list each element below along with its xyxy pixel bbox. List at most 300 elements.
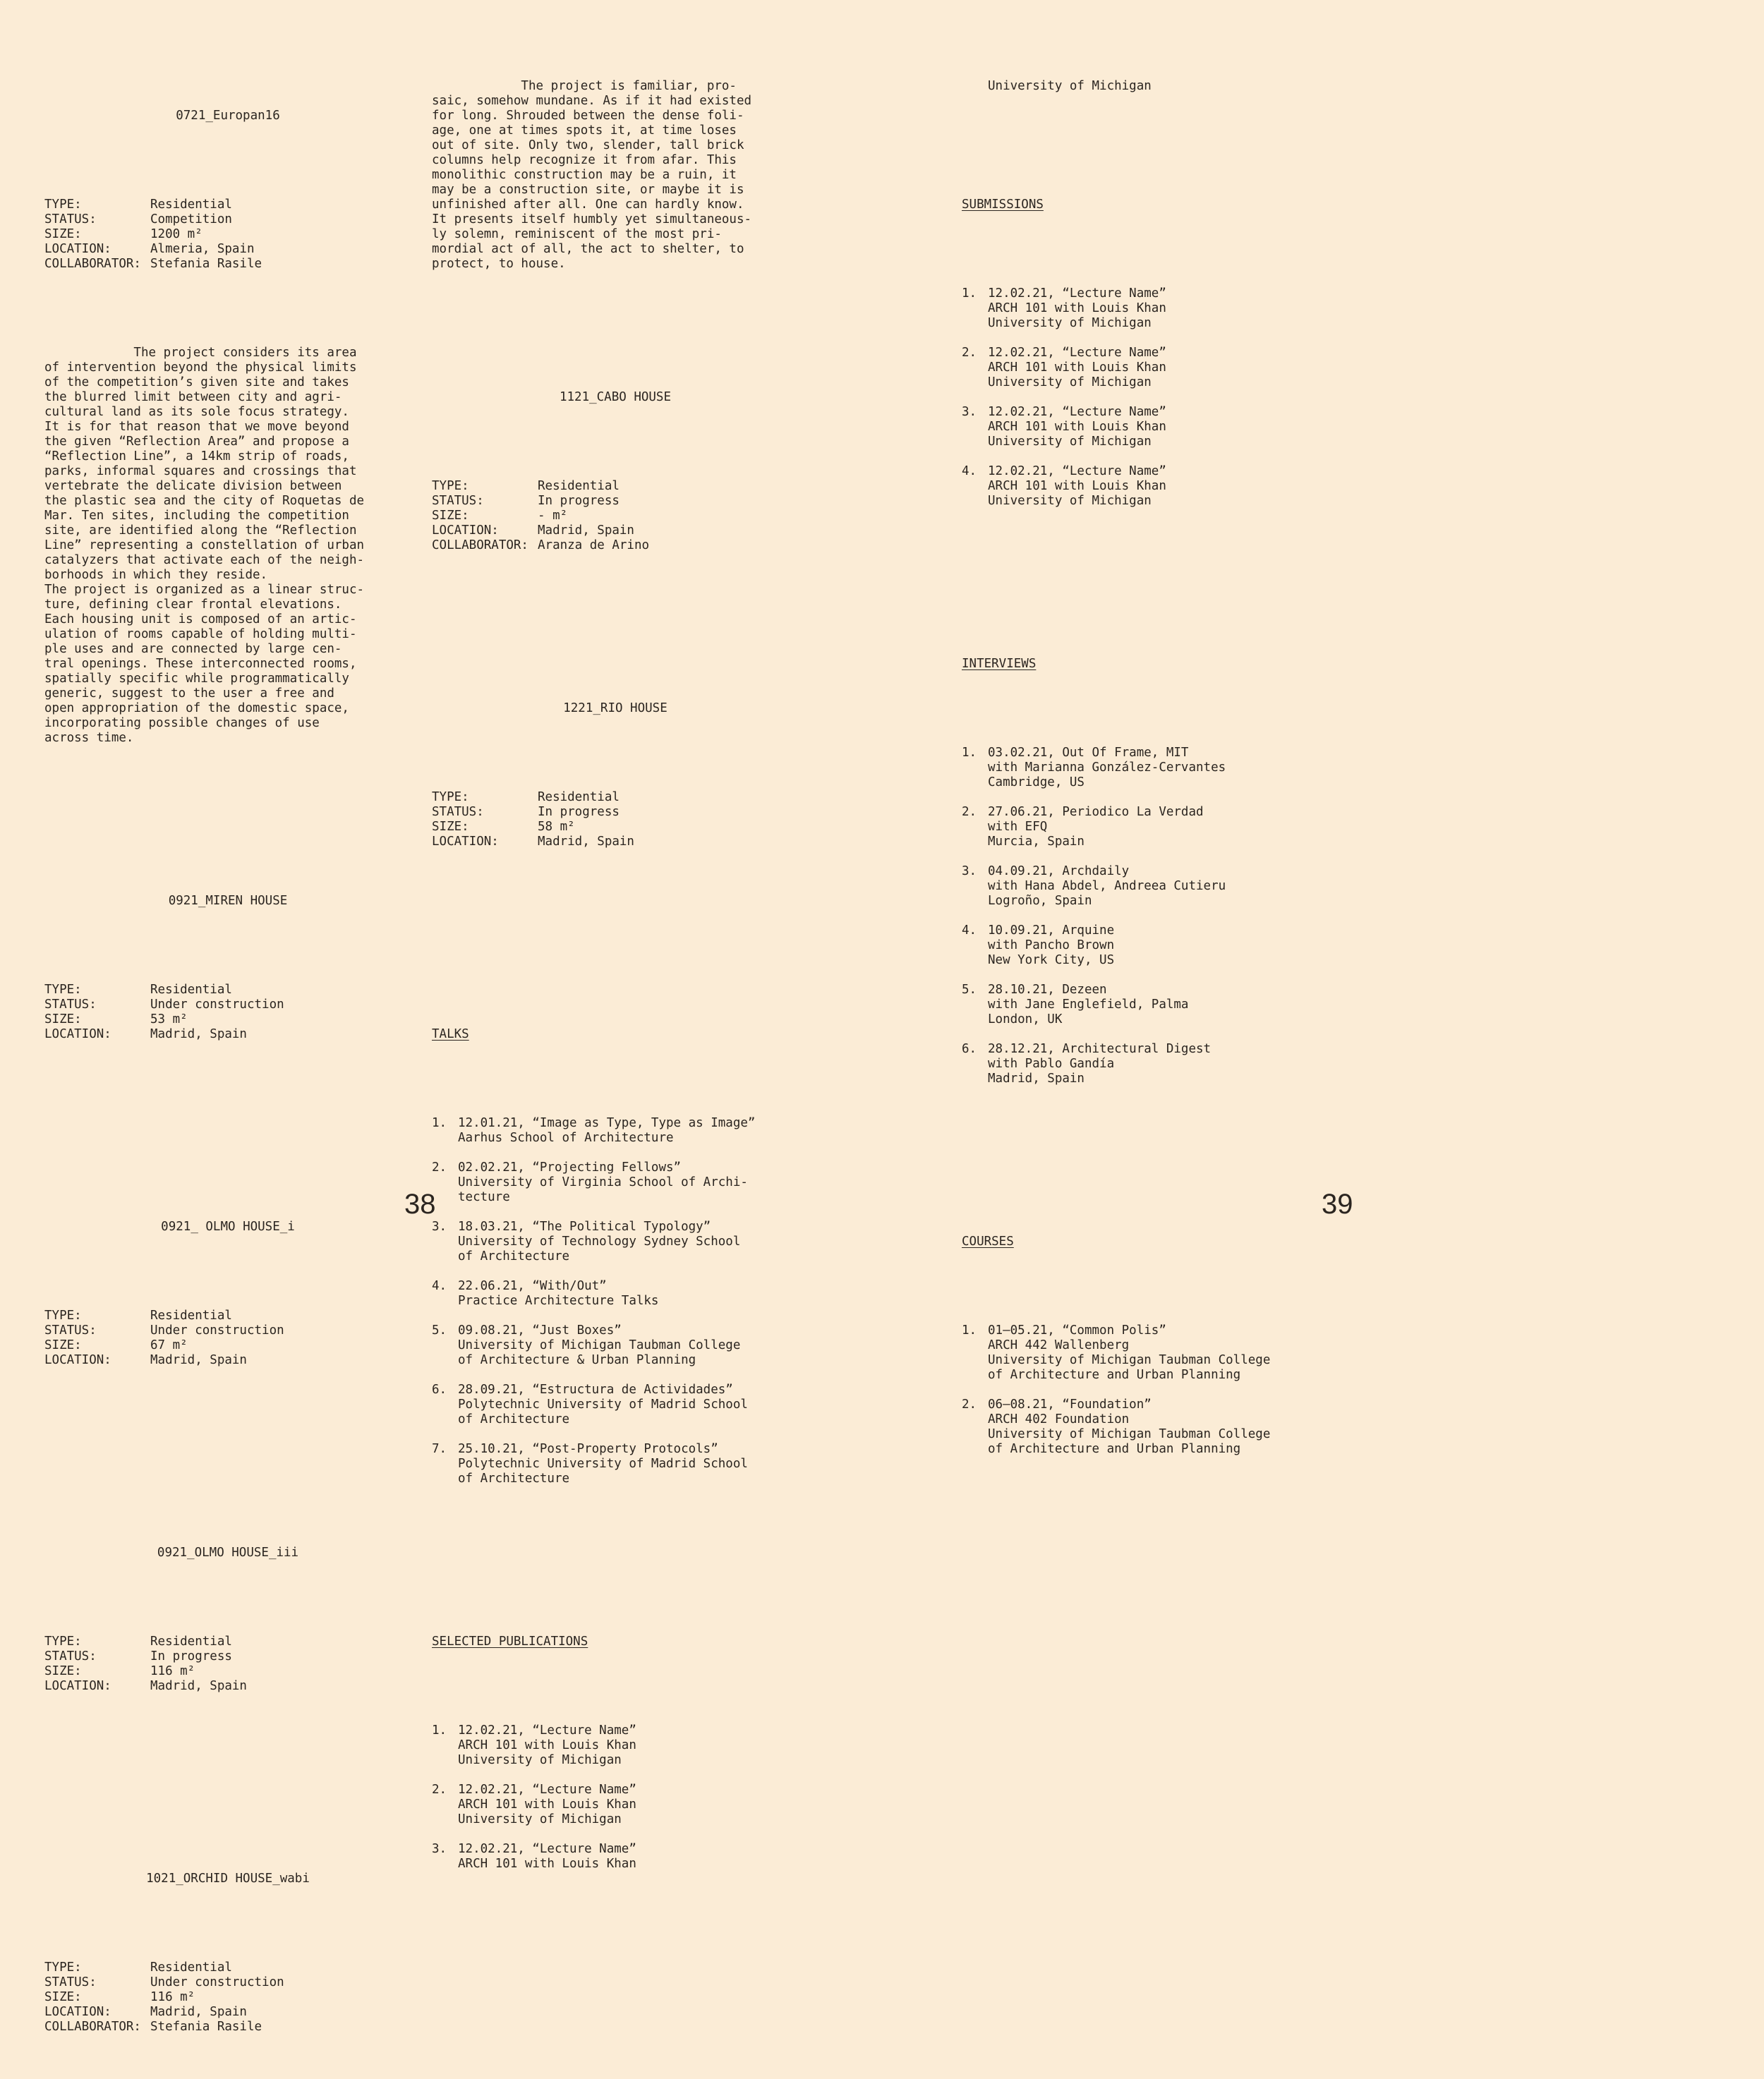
item-indent [962, 760, 988, 775]
item-line: 10.09.21, Arquine [988, 923, 1115, 938]
field-row [44, 242, 411, 257]
item-line: University of Michigan [988, 494, 1152, 508]
field-value: Stefania Rasile [150, 2020, 262, 2034]
field-key: STATUS: [432, 494, 484, 508]
item-number: 2. [962, 1398, 977, 1412]
item-line: Polytechnic University of Madrid School [458, 1398, 748, 1412]
list-item [432, 1323, 799, 1368]
text-line: It is for that reason that we move beyond [44, 420, 349, 434]
field-key: TYPE: [432, 790, 469, 804]
field-value: In progress [538, 494, 620, 508]
item-indent [962, 894, 988, 909]
field-key: LOCATION: [44, 242, 111, 256]
submissions-list [962, 286, 1357, 509]
middle-column [432, 49, 799, 1931]
item-indent [962, 479, 988, 494]
item-line: 12.02.21, “Lecture Name” [988, 405, 1166, 419]
text-line: parks, informal squares and crossings that [44, 464, 357, 478]
item-indent [962, 835, 988, 849]
text-line: across time. [44, 731, 134, 745]
list-item [432, 1160, 799, 1205]
item-indent [962, 938, 988, 953]
field-key: LOCATION: [44, 1679, 111, 1693]
text-line: the plastic sea and the city of Roquetas de [44, 494, 365, 508]
field-value: 1200 m² [150, 227, 203, 241]
item-indent [432, 1249, 458, 1264]
item-number: 4. [432, 1279, 447, 1293]
field-key: TYPE: [44, 983, 82, 997]
item-number: 1. [432, 1723, 447, 1738]
field-row [44, 1975, 411, 1990]
item-line: 12.01.21, “Image as Type, Type as Image” [458, 1116, 756, 1130]
item-indent [962, 1427, 988, 1442]
field-value: - m² [538, 509, 568, 523]
list-item [432, 1442, 799, 1486]
project-fields [44, 983, 411, 1042]
list-item [432, 1783, 799, 1827]
item-line: ARCH 101 with Louis Khan [988, 479, 1166, 493]
item-line: 09.08.21, “Just Boxes” [458, 1323, 622, 1338]
field-row [44, 2020, 411, 2035]
project-title: 0921_OLMO HOUSE_iii [157, 1546, 299, 1560]
item-line: with Jane Englefield, Palma [988, 998, 1189, 1012]
item-number: 1. [962, 286, 977, 301]
project-title: 1021_ORCHID HOUSE_wabi [146, 1872, 310, 1886]
project-title: 1121_CABO HOUSE [559, 390, 672, 404]
field-key: LOCATION: [44, 1353, 111, 1367]
project-fields [44, 198, 411, 272]
project-rio-house [432, 672, 799, 879]
field-key: STATUS: [44, 1649, 97, 1663]
item-indent [962, 420, 988, 435]
list-item [432, 1116, 799, 1146]
field-value: Madrid, Spain [150, 1027, 247, 1041]
list-item [962, 923, 1357, 968]
text-line: for long. Shrouded between the dense foli- [432, 109, 744, 123]
section-heading: SELECTED PUBLICATIONS [432, 1635, 588, 1649]
field-row [44, 212, 411, 227]
field-value: Madrid, Spain [538, 835, 634, 849]
item-indent [432, 1812, 458, 1827]
field-key: LOCATION: [44, 2005, 111, 2019]
field-key: TYPE: [44, 1960, 82, 1975]
publications-list [432, 1723, 799, 1872]
item-line: of Architecture [458, 1249, 570, 1263]
item-line: 03.02.21, Out Of Frame, MIT [988, 746, 1189, 760]
project-orchid-house [44, 1842, 411, 2064]
text-line: “Reflection Line”, a 14km strip of roads, [44, 449, 349, 463]
list-item [432, 1279, 799, 1309]
field-value: 58 m² [538, 820, 575, 834]
list-item [962, 1323, 1357, 1383]
item-line: 01–05.21, “Common Polis” [988, 1323, 1166, 1338]
field-value: Residential [150, 198, 232, 212]
item-indent [962, 879, 988, 894]
continued-line: University of Michigan [988, 79, 1152, 93]
text-line: the given “Reflection Area” and propose a [44, 435, 349, 449]
item-line: of Architecture [458, 1412, 570, 1426]
item-line: ARCH 101 with Louis Khan [988, 360, 1166, 375]
item-number: 3. [432, 1842, 447, 1856]
project-fields [432, 790, 799, 849]
item-line: 28.10.21, Dezeen [988, 983, 1107, 997]
text-line: Mar. Ten sites, including the competition [44, 509, 349, 523]
item-line: University of Michigan [458, 1753, 622, 1767]
section-heading: TALKS [432, 1027, 469, 1041]
field-value: Madrid, Spain [150, 1679, 247, 1693]
field-row [432, 509, 799, 523]
project-olmo-house-i [44, 1190, 411, 1398]
field-value: 53 m² [150, 1012, 188, 1026]
item-number: 2. [432, 1160, 447, 1175]
item-line: 06–08.21, “Foundation” [988, 1398, 1152, 1412]
item-indent [432, 1398, 458, 1412]
item-line: University of Michigan [988, 375, 1152, 389]
project-cabo-house [432, 360, 799, 583]
item-line: ARCH 101 with Louis Khan [458, 1738, 636, 1752]
item-line: with Pancho Brown [988, 938, 1115, 952]
field-value: 67 m² [150, 1338, 188, 1352]
text-line: of intervention beyond the physical limits [44, 360, 357, 375]
page-number-right: 39 [1322, 1189, 1353, 1220]
item-indent [962, 360, 988, 375]
submissions-section [962, 168, 1357, 553]
item-line: of Architecture and Urban Planning [988, 1368, 1241, 1382]
item-indent [962, 435, 988, 449]
field-row [44, 227, 411, 242]
field-key: COLLABORATOR: [44, 257, 141, 271]
item-line: 18.03.21, “The Political Typology” [458, 1220, 711, 1234]
courses-list [962, 1323, 1357, 1457]
text-line: generic, suggest to the user a free and [44, 686, 334, 701]
courses-section [962, 1205, 1357, 1501]
item-line: Cambridge, US [988, 775, 1085, 789]
text-line: of the competition’s given site and takes [44, 375, 349, 389]
item-indent [432, 1457, 458, 1472]
text-line: unfinished after all. One can hardly know. [432, 198, 744, 212]
field-row [44, 257, 411, 272]
text-line: borhoods in which they reside. [44, 568, 268, 582]
item-line: University of Michigan Taubman College [988, 1427, 1271, 1441]
field-value: Competition [150, 212, 232, 226]
item-line: of Architecture [458, 1472, 570, 1486]
field-key: SIZE: [44, 1664, 82, 1678]
field-row [432, 494, 799, 509]
item-number: 6. [962, 1042, 977, 1056]
item-indent [962, 775, 988, 790]
field-key: STATUS: [44, 1975, 97, 1989]
item-line: ARCH 442 Wallenberg [988, 1338, 1130, 1352]
list-item [962, 346, 1357, 390]
item-line: with Marianna González-Cervantes [988, 760, 1226, 775]
item-line: London, UK [988, 1012, 1063, 1026]
item-line: 28.12.21, Architectural Digest [988, 1042, 1212, 1056]
field-key: TYPE: [44, 198, 82, 212]
field-row [44, 1338, 411, 1353]
list-item [432, 1842, 799, 1872]
field-value: 116 m² [150, 1990, 195, 2004]
text-line: The project is organized as a linear struc- [44, 583, 365, 597]
item-line: 04.09.21, Archdaily [988, 864, 1130, 878]
item-indent [962, 953, 988, 968]
field-value: In progress [150, 1649, 232, 1663]
item-line: ARCH 101 with Louis Khan [988, 301, 1166, 315]
field-row [44, 1664, 411, 1679]
text-line: ulation of rooms capable of holding multi- [44, 627, 357, 641]
item-number: 3. [432, 1220, 447, 1234]
item-line: University of Michigan Taubman College [458, 1338, 741, 1352]
field-value: Madrid, Spain [150, 2005, 247, 2019]
item-indent [962, 1412, 988, 1427]
field-value: Under construction [150, 998, 284, 1012]
text-line: monolithic construction may be a ruin, it [432, 168, 737, 182]
item-indent [432, 1412, 458, 1427]
item-number: 5. [432, 1323, 447, 1338]
field-key: TYPE: [44, 1309, 82, 1323]
list-item [962, 405, 1357, 449]
section-heading: COURSES [962, 1235, 1014, 1249]
item-line: ARCH 101 with Louis Khan [458, 1857, 636, 1871]
text-line: columns help recognize it from afar. This [432, 153, 737, 167]
field-key: SIZE: [44, 227, 82, 241]
field-row [432, 805, 799, 820]
item-line: 28.09.21, “Estructura de Actividades” [458, 1383, 733, 1397]
field-value: Madrid, Spain [150, 1353, 247, 1367]
item-line: Murcia, Spain [988, 835, 1085, 849]
field-row [432, 835, 799, 849]
text-line: ture, defining clear frontal elevations. [44, 598, 342, 612]
item-indent [432, 1175, 458, 1190]
item-line: University of Virginia School of Archi- [458, 1175, 748, 1189]
text-line: ple uses and are connected by large cen- [44, 642, 342, 656]
text-line: site, are identified along the “Reflection [44, 523, 357, 538]
item-indent [962, 820, 988, 835]
item-indent [432, 1338, 458, 1353]
item-line: University of Michigan [988, 435, 1152, 449]
item-indent [962, 1338, 988, 1353]
text-line: tral openings. These interconnected rooms, [44, 657, 357, 671]
item-indent [962, 316, 988, 331]
project-europan16 [44, 79, 411, 775]
project-fields [44, 1635, 411, 1694]
list-item [432, 1220, 799, 1264]
item-indent [432, 1472, 458, 1486]
item-number: 6. [432, 1383, 447, 1397]
text-line: incorporating possible changes of use [44, 716, 320, 730]
field-value: Residential [538, 479, 620, 493]
item-number: 1. [962, 746, 977, 760]
item-indent [432, 1190, 458, 1205]
field-value: Residential [150, 1309, 232, 1323]
field-key: STATUS: [44, 212, 97, 226]
item-indent [962, 998, 988, 1012]
item-indent [432, 1353, 458, 1368]
field-row [44, 1323, 411, 1338]
left-column [44, 49, 411, 2079]
project-title: 1221_RIO HOUSE [563, 701, 667, 715]
field-key: LOCATION: [432, 523, 499, 538]
field-value: Aranza de Arino [538, 538, 650, 552]
item-line: 12.02.21, “Lecture Name” [988, 286, 1166, 301]
item-line: of Architecture & Urban Planning [458, 1353, 696, 1367]
text-line: catalyzers that activate each of the neigh- [44, 553, 365, 567]
text-line: may be a construction site, or maybe it is [432, 183, 744, 197]
list-item [962, 1042, 1357, 1086]
item-number: 2. [962, 346, 977, 360]
field-value: In progress [538, 805, 620, 819]
item-indent [962, 301, 988, 316]
item-line: Madrid, Spain [988, 1072, 1085, 1086]
field-row [44, 198, 411, 212]
field-row [44, 1012, 411, 1027]
section-heading: SUBMISSIONS [962, 198, 1044, 212]
item-indent [962, 1057, 988, 1072]
item-line: 02.02.21, “Projecting Fellows” [458, 1160, 682, 1175]
text-line: out of site. Only two, slender, tall brick [432, 138, 744, 152]
field-key: STATUS: [432, 805, 484, 819]
text-line: age, one at times spots it, at time loses [432, 123, 737, 138]
item-indent [962, 1012, 988, 1027]
text-line: It presents itself humbly yet simultaneous- [432, 212, 752, 226]
field-key: TYPE: [432, 479, 469, 493]
project-fields [432, 479, 799, 553]
field-row [44, 1635, 411, 1649]
field-value: Residential [538, 790, 620, 804]
field-row [44, 1990, 411, 2005]
list-item [962, 1398, 1357, 1457]
interviews-list [962, 746, 1357, 1086]
publications-section [432, 1605, 799, 1916]
item-line: 12.02.21, “Lecture Name” [988, 346, 1166, 360]
list-item [962, 983, 1357, 1027]
item-indent [432, 1131, 458, 1146]
field-row [44, 983, 411, 998]
text-line: cultural land as its sole focus strategy. [44, 405, 349, 419]
field-key: LOCATION: [432, 835, 499, 849]
item-indent [962, 494, 988, 509]
field-row [44, 1679, 411, 1694]
item-indent [432, 1857, 458, 1872]
item-indent [432, 1294, 458, 1309]
text-line: the blurred limit between city and agri- [44, 390, 342, 404]
field-row [44, 1027, 411, 1042]
project-olmo-house-iii [44, 1516, 411, 1723]
text-line: spatially specific while programmatically [44, 672, 349, 686]
field-key: LOCATION: [44, 1027, 111, 1041]
item-line: with Hana Abdel, Andreea Cutieru [988, 879, 1226, 893]
item-line: Practice Architecture Talks [458, 1294, 659, 1308]
item-line: ARCH 402 Foundation [988, 1412, 1130, 1426]
field-value: Residential [150, 983, 232, 997]
item-number: 7. [432, 1442, 447, 1456]
list-item [432, 1723, 799, 1768]
item-number: 3. [962, 405, 977, 419]
item-line: tecture [458, 1190, 510, 1204]
item-number: 2. [962, 805, 977, 819]
project-fields [44, 1309, 411, 1368]
project-fields [44, 1960, 411, 2035]
list-item [962, 464, 1357, 509]
item-line: 12.02.21, “Lecture Name” [458, 1723, 636, 1738]
item-line: 12.02.21, “Lecture Name” [458, 1842, 636, 1856]
item-number: 5. [962, 983, 977, 997]
project-title: 0921_ OLMO HOUSE_i [161, 1220, 295, 1234]
field-key: COLLABORATOR: [44, 2020, 141, 2034]
item-line: University of Michigan Taubman College [988, 1353, 1271, 1367]
talks-list [432, 1116, 799, 1486]
field-key: SIZE: [44, 1012, 82, 1026]
text-line: saic, somehow mundane. As if it had existed [432, 94, 752, 108]
field-value: Stefania Rasile [150, 257, 262, 271]
item-number: 4. [962, 923, 977, 938]
section-heading: INTERVIEWS [962, 657, 1037, 671]
field-value: Almeria, Spain [150, 242, 255, 256]
right-column [962, 49, 1357, 1516]
item-number: 1. [432, 1116, 447, 1130]
item-line: ARCH 101 with Louis Khan [988, 420, 1166, 434]
item-line: Logroño, Spain [988, 894, 1092, 908]
field-value: Madrid, Spain [538, 523, 634, 538]
list-item [962, 746, 1357, 790]
field-key: TYPE: [44, 1635, 82, 1649]
item-line: University of Technology Sydney School [458, 1235, 741, 1249]
field-row [432, 790, 799, 805]
item-line: ARCH 101 with Louis Khan [458, 1798, 636, 1812]
item-number: 2. [432, 1783, 447, 1797]
item-line: 22.06.21, “With/Out” [458, 1279, 607, 1293]
item-line: 25.10.21, “Post-Property Protocols” [458, 1442, 718, 1456]
item-indent [962, 1353, 988, 1368]
project-title: 0921_MIREN HOUSE [168, 894, 288, 908]
field-value: Under construction [150, 1323, 284, 1338]
text-line: vertebrate the delicate division between [44, 479, 342, 493]
project-description [44, 346, 411, 746]
field-row [44, 1353, 411, 1368]
item-indent [432, 1753, 458, 1768]
list-item [962, 805, 1357, 849]
field-key: SIZE: [432, 509, 469, 523]
field-key: STATUS: [44, 998, 97, 1012]
item-line: University of Michigan [458, 1812, 622, 1826]
item-line: New York City, US [988, 953, 1115, 967]
list-item [432, 1383, 799, 1427]
item-indent [962, 1072, 988, 1086]
text-line: The project is familiar, pro- [432, 79, 737, 93]
item-line: with EFQ [988, 820, 1048, 834]
item-indent [432, 1798, 458, 1812]
field-key: SIZE: [44, 1338, 82, 1352]
talks-section [432, 998, 799, 1531]
item-line: 12.02.21, “Lecture Name” [988, 464, 1166, 478]
field-value: 116 m² [150, 1664, 195, 1678]
item-indent [962, 1442, 988, 1457]
list-item [962, 864, 1357, 909]
item-indent [432, 1738, 458, 1753]
field-key: SIZE: [432, 820, 469, 834]
field-row [44, 1960, 411, 1975]
field-row [44, 1309, 411, 1323]
item-line: with Pablo Gandía [988, 1057, 1115, 1071]
field-value: Residential [150, 1960, 232, 1975]
list-item [962, 286, 1357, 331]
field-key: STATUS: [44, 1323, 97, 1338]
field-row [44, 2005, 411, 2020]
field-value: Under construction [150, 1975, 284, 1989]
text-line: Each housing unit is composed of an artic- [44, 612, 357, 626]
project-title: 0721_Europan16 [176, 109, 280, 123]
item-number: 1. [962, 1323, 977, 1338]
field-key: SIZE: [44, 1990, 82, 2004]
